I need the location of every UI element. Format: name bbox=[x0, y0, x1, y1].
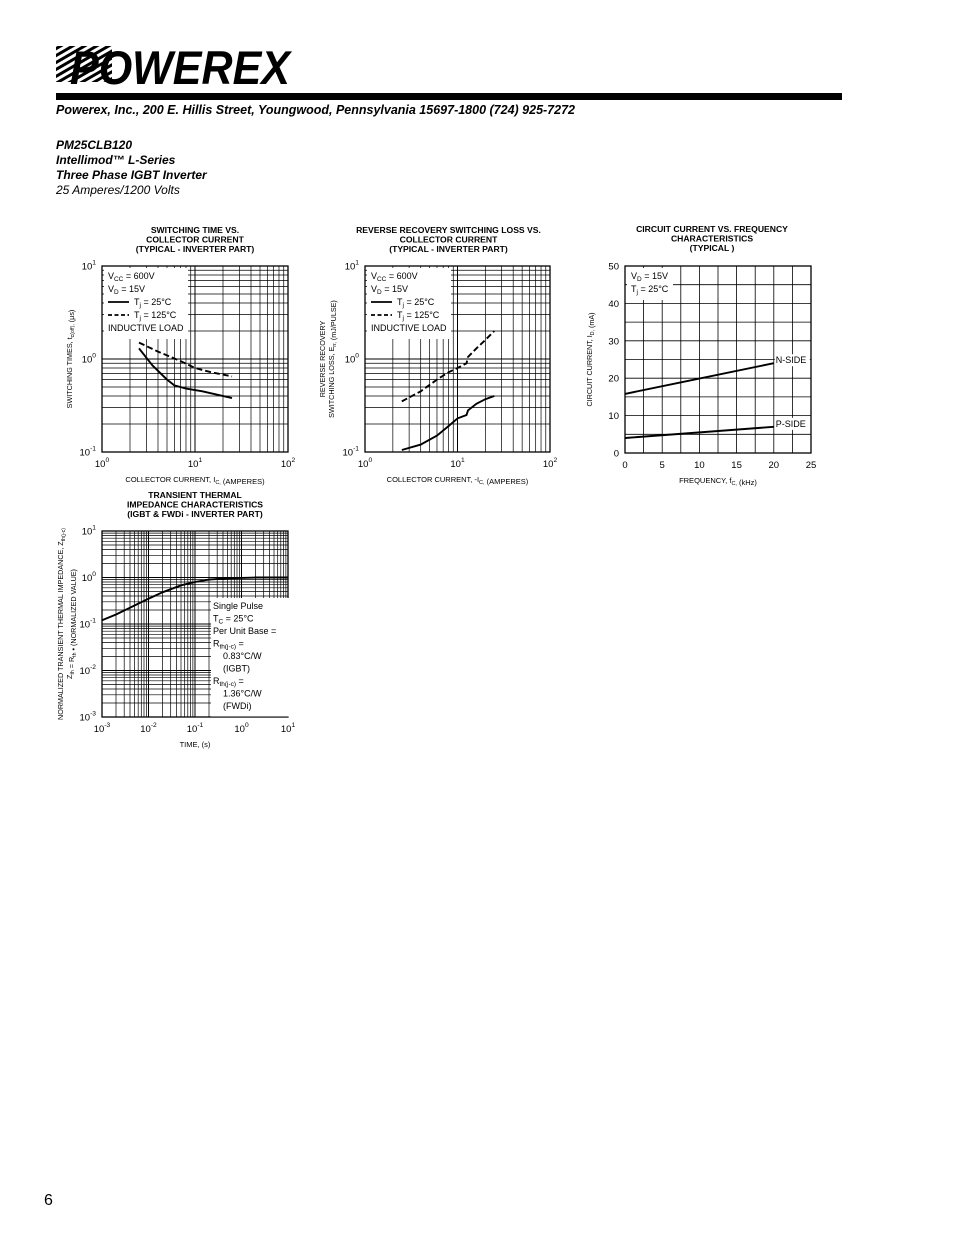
x-axis-label: TIME, (s) bbox=[179, 740, 211, 749]
y-tick-label: $10^{-1}$ bbox=[342, 445, 359, 459]
x-tick-label: $10^0$ bbox=[357, 457, 373, 470]
x-tick-label: $10^{-3}$ bbox=[93, 722, 111, 735]
note-line: (FWDi) bbox=[223, 701, 252, 711]
chart-title-line: CHARACTERISTICS bbox=[670, 233, 754, 244]
x-tick-label: $10^2$ bbox=[280, 457, 296, 470]
y-tick-label: $10^{-1}$ bbox=[79, 617, 96, 631]
y-tick-label: $10^1$ bbox=[81, 524, 96, 538]
legend-footer: INDUCTIVE LOAD bbox=[371, 323, 447, 333]
chart-title-line: REVERSE RECOVERY SWITCHING LOSS VS. bbox=[356, 225, 541, 235]
y-axis-label: CIRCUIT CURRENT, $I_{D,}$ (mA) bbox=[585, 312, 596, 407]
chart-title-line: IMPEDANCE CHARACTERISTICS bbox=[126, 499, 264, 510]
y-tick-label: $10^1$ bbox=[81, 259, 96, 273]
note-line: $R_{th(j-c)}$ = bbox=[213, 638, 244, 651]
x-tick-label: $10^{-2}$ bbox=[140, 722, 157, 735]
legend-condition: $V_D = 15V$ bbox=[631, 271, 668, 283]
note-line: Single Pulse bbox=[213, 601, 264, 611]
y-tick-label: $10^{-2}$ bbox=[79, 664, 96, 677]
legend-condition: $V_D = 15V$ bbox=[108, 284, 145, 296]
header-rule bbox=[56, 93, 842, 100]
chart-title-line: (TYPICAL - INVERTER PART) bbox=[135, 244, 255, 254]
y-tick-label: $10^0$ bbox=[81, 571, 96, 584]
x-tick-label: $10^1$ bbox=[450, 457, 465, 470]
x-tick-label: 20 bbox=[768, 460, 780, 471]
legend-series-label: $T_j = 25^\circ C$ bbox=[134, 297, 172, 309]
y-tick-label: $10^1$ bbox=[344, 259, 359, 273]
y-tick-label: $10^{-3}$ bbox=[79, 710, 96, 724]
y-tick-label: $10^{-1}$ bbox=[79, 445, 96, 459]
legend-series-label: $T_j = 125^\circ C$ bbox=[397, 310, 440, 322]
series-label: N-SIDE bbox=[775, 355, 807, 366]
series-line bbox=[402, 331, 495, 401]
legend-condition: $T_j = 25^\circ C$ bbox=[631, 284, 669, 296]
chart-title-line: CIRCUIT CURRENT VS. FREQUENCY bbox=[636, 224, 788, 234]
x-tick-label: 0 bbox=[622, 460, 628, 471]
x-axis-label: COLLECTOR CURRENT, $-I_{C,}$ (AMPERES) bbox=[386, 475, 529, 486]
x-tick-label: $10^{-1}$ bbox=[186, 722, 204, 735]
y-tick-label: 30 bbox=[608, 336, 619, 348]
note-line: (IGBT) bbox=[223, 663, 250, 674]
y-axis-label: NORMALIZED TRANSIENT THERMAL IMPEDANCE, $Z_{th(j-c)}$ bbox=[56, 528, 67, 720]
x-tick-label: 15 bbox=[731, 460, 742, 471]
y-tick-label: $10^0$ bbox=[344, 352, 359, 366]
y-tick-label: 0 bbox=[613, 448, 619, 460]
chart-title-line: COLLECTOR CURRENT bbox=[146, 234, 244, 245]
x-tick-label: $10^2$ bbox=[542, 457, 558, 470]
x-tick-label: $10^0$ bbox=[94, 457, 110, 470]
legend-condition: $V_{CC} = 600V$ bbox=[108, 271, 155, 283]
chart-title-line: TRANSIENT THERMAL bbox=[148, 490, 242, 500]
chart-title-line: SWITCHING TIME VS. bbox=[150, 225, 240, 235]
page-number: 6 bbox=[44, 1192, 53, 1209]
note-line: $T_C = 25^\circ C$ bbox=[213, 613, 254, 626]
note-line: 0.83°C/W bbox=[223, 651, 262, 661]
x-tick-label: 25 bbox=[805, 460, 817, 471]
legend-condition: $V_D = 15V$ bbox=[371, 284, 408, 296]
part-number: PM25CLB120 bbox=[56, 138, 133, 152]
y-tick-label: 10 bbox=[608, 411, 619, 423]
x-tick-label: 10 bbox=[694, 460, 705, 471]
x-tick-label: 5 bbox=[659, 460, 665, 471]
y-axis-label: REVERSE RECOVERY bbox=[318, 320, 327, 398]
y-tick-label: 40 bbox=[608, 298, 619, 310]
company-address: Powerex, Inc., 200 E. Hillis Street, Youngwood, Pennsylvania 15697-1800 (724) 925-7272 bbox=[56, 103, 575, 117]
x-tick-label: $10^0$ bbox=[234, 722, 249, 735]
y-tick-label: $10^0$ bbox=[81, 352, 96, 366]
note-line: Per Unit Base = bbox=[213, 626, 277, 636]
legend-condition: $V_{CC} = 600V$ bbox=[371, 271, 418, 283]
chart-title-line: (TYPICAL ) bbox=[689, 243, 735, 253]
x-tick-label: $10^1$ bbox=[280, 722, 296, 735]
legend-series-label: $T_j = 25^\circ C$ bbox=[397, 297, 435, 309]
note-line: 1.36°C/W bbox=[223, 688, 262, 699]
product-series: Intellimod™ L-Series bbox=[56, 153, 176, 167]
chart-reverse-recovery bbox=[315, 222, 575, 488]
y-axis-label: SWITCHING LOSS, $E_{rr,}$ (mJ/PULSE) bbox=[327, 300, 338, 418]
chart-title-line: (IGBT & FWDi - INVERTER PART) bbox=[127, 509, 263, 519]
y-axis-label: $Z_{th} = R_{th}$ • (NORMALIZED VALUE) bbox=[65, 569, 78, 679]
y-axis-label: SWITCHING TIMES, $t_{c(off),}$ (μs) bbox=[65, 309, 76, 409]
chart-switching-time bbox=[60, 222, 310, 488]
chart-title-line: (TYPICAL - INVERTER PART) bbox=[389, 244, 508, 254]
series-line bbox=[402, 396, 495, 450]
x-axis-label: COLLECTOR CURRENT, $I_{C,}$ (AMPERES) bbox=[125, 475, 265, 486]
powerex-logo bbox=[56, 40, 292, 88]
legend-series-label: $T_j = 125^\circ C$ bbox=[134, 310, 177, 322]
note-line: $R_{th(j-c)}$ = bbox=[213, 676, 244, 688]
x-axis-label: FREQUENCY, $f_{C,}$ (kHz) bbox=[679, 476, 757, 487]
chart-title-line: COLLECTOR CURRENT bbox=[399, 234, 498, 245]
x-tick-label: $10^1$ bbox=[187, 457, 203, 470]
series-label: P-SIDE bbox=[775, 418, 806, 429]
product-type: Three Phase IGBT Inverter bbox=[56, 168, 207, 182]
chart-circuit-current bbox=[580, 222, 825, 488]
product-rating: 25 Amperes/1200 Volts bbox=[56, 183, 180, 197]
y-tick-label: 20 bbox=[608, 373, 619, 385]
chart-transient-thermal bbox=[55, 487, 310, 757]
legend-footer: INDUCTIVE LOAD bbox=[108, 323, 184, 333]
logo-wordmark: POWEREX bbox=[70, 41, 292, 88]
y-tick-label: 50 bbox=[608, 261, 619, 273]
